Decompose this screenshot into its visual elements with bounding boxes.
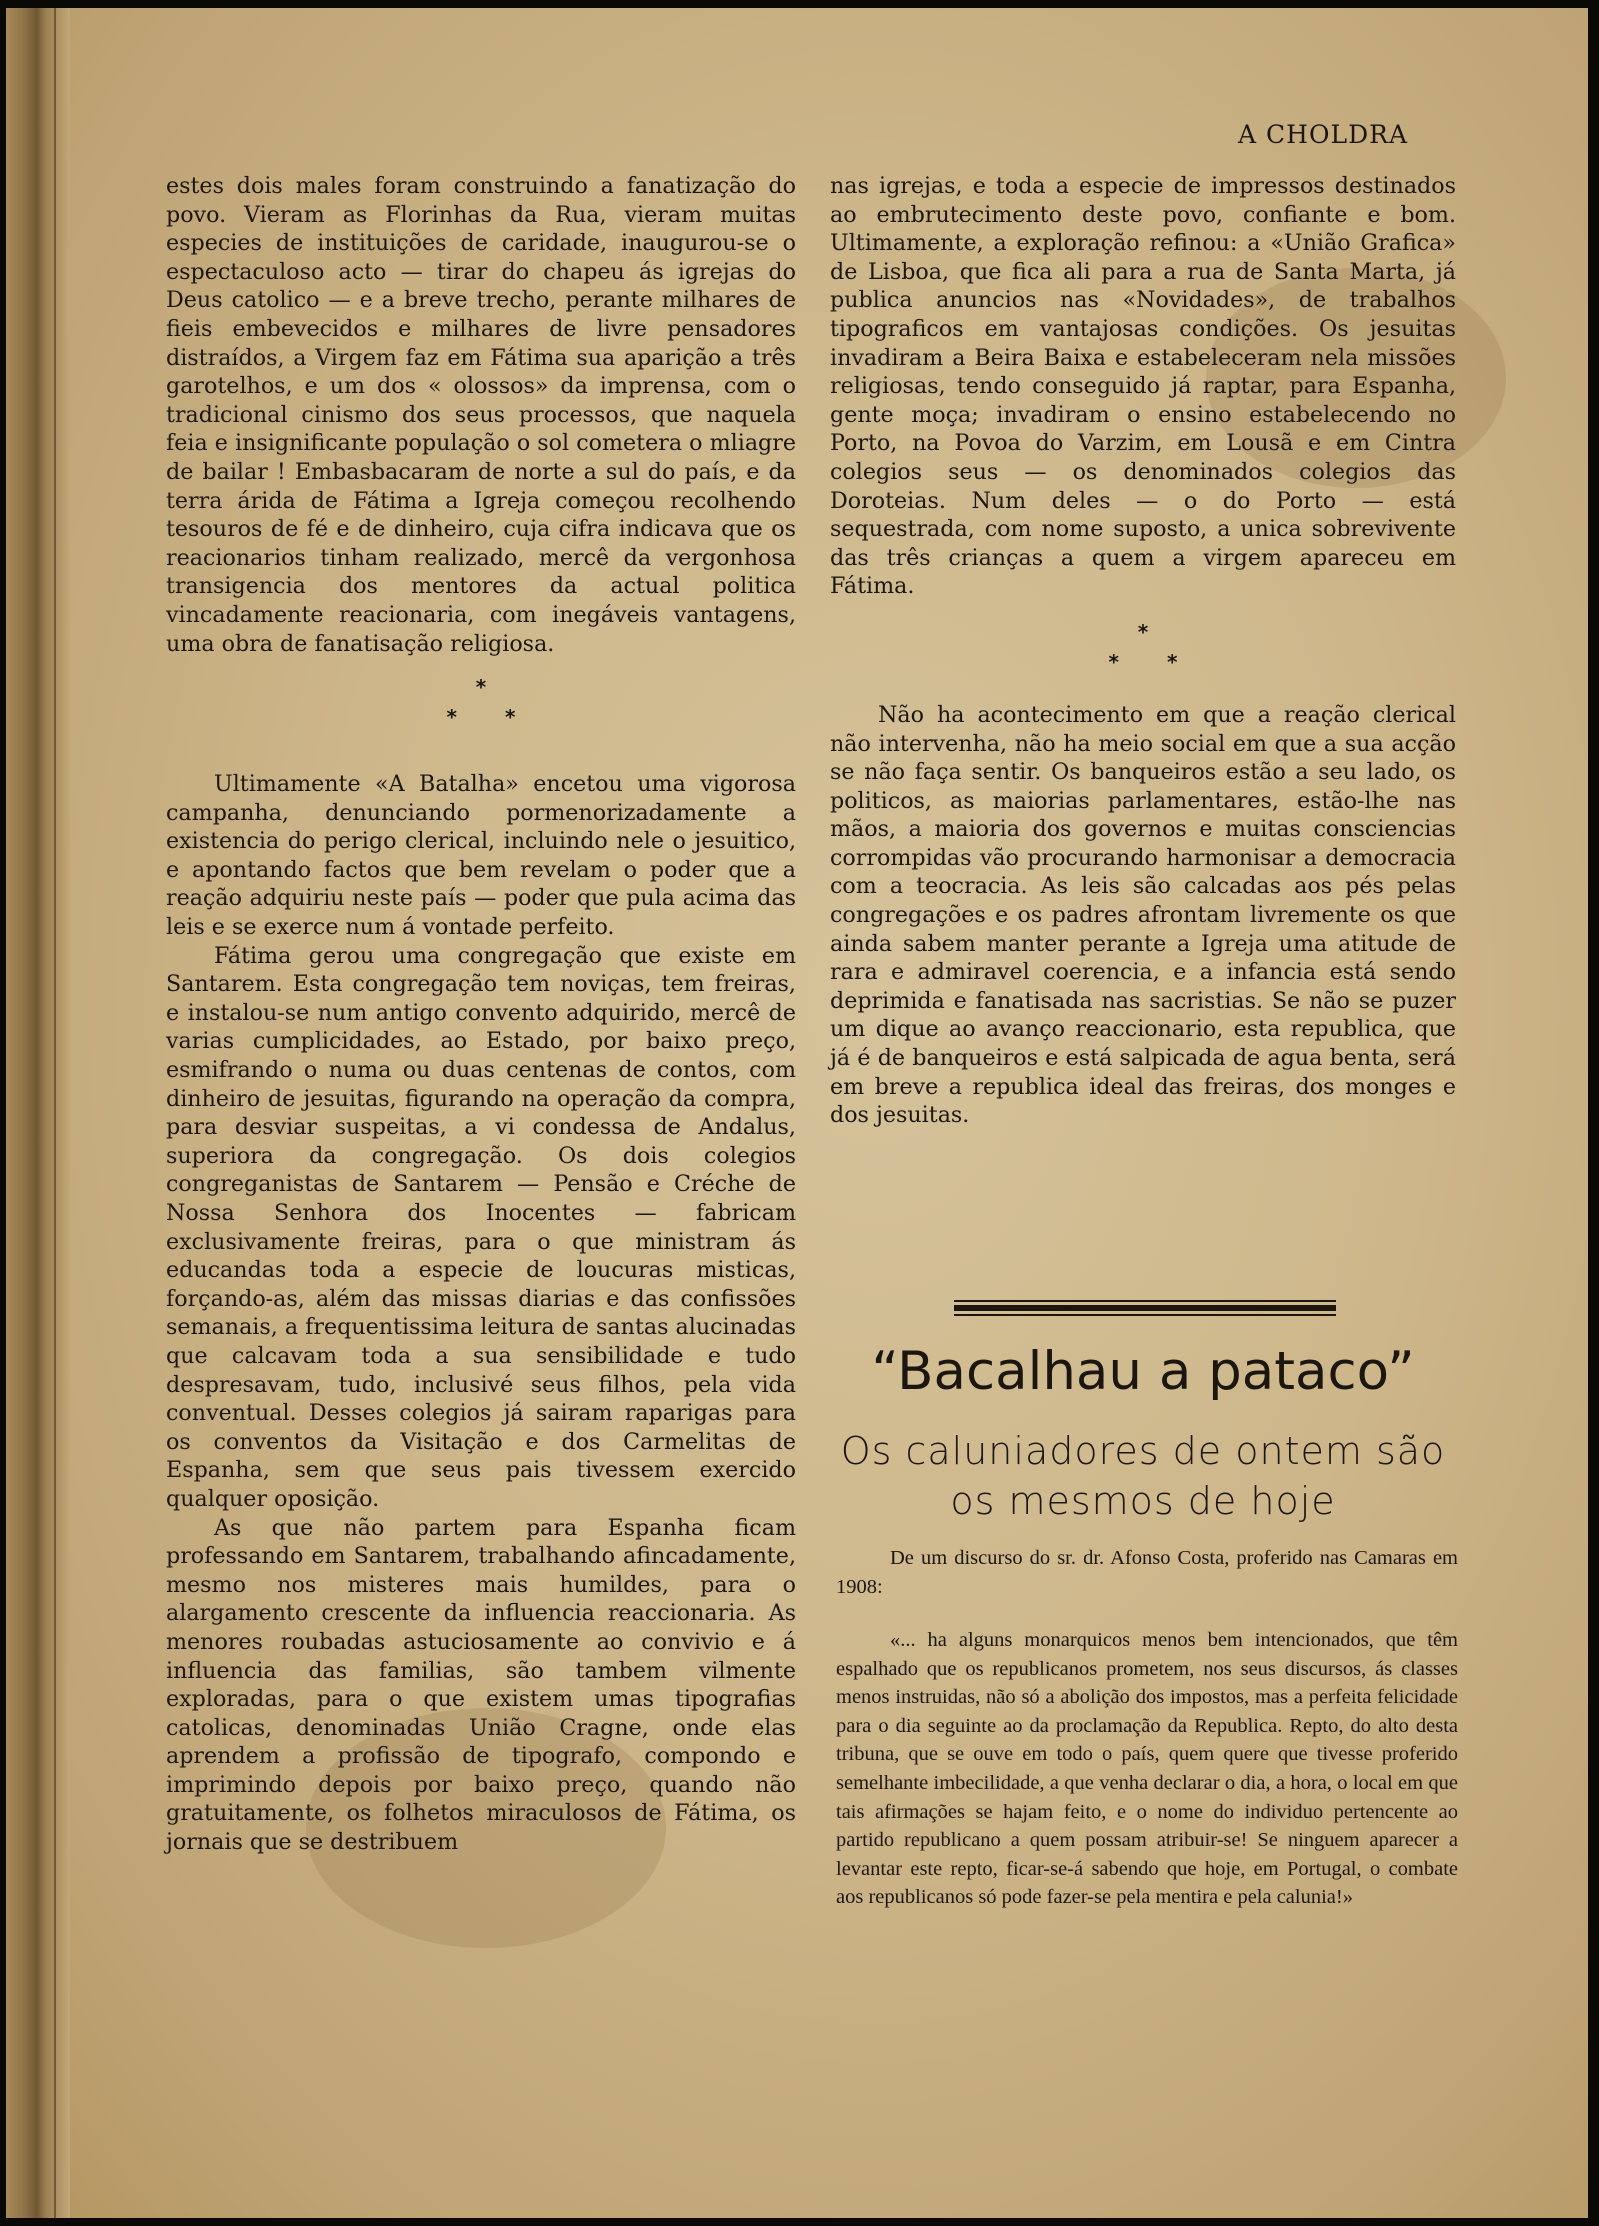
running-head: A CHOLDRA (1238, 120, 1408, 149)
section-separator: * ** (446, 675, 564, 730)
article-subtitle: Os caluniadores de ontem são os mesmos de hoje (840, 1429, 1446, 1523)
article-title: “Bacalhau a pataco” (871, 1341, 1415, 1402)
page-fold-shadow (6, 8, 70, 2218)
paragraph: Fátima gerou uma congregação que existe em Santarem. Esta congregação tem noviças, tem freiras, e instalou-se num antigo convento adquirido, mercê de varias cumplicidades, ao Estado, por baixo preço, esmifrando o numa ou duas centenas de contos, com dinheiro de jesuitas, figurando na operação da compra, para desviar suspeitas, a vi condessa de Andalus, superiora da congregação. Os dois colegios congreganistas de Santarem — Pensão e Créche de Nossa Senhora dos Inocentes — fabricam exclusivamente freiras, para o que ministram ás educandas toda a especie de loucuras misticas, forçando-as, além das missas diarias e das confissões semanais, a frequentissima leitura de santas alucinadas que calcavam toda a sua sensibilidade e tudo despresavam, tudo, inclusivé seus filhos, pela vida conventual. Desses colegios já sairam raparigas para os conventos da Visitação e dos Carmelitas de Espanha, sem que seus pais tivessem exercido qualquer oposição. (166, 942, 796, 1512)
article-intro: De um discurso do sr. dr. Afonso Costa, proferido nas Camaras em 1908: (836, 1547, 1458, 1598)
paragraph: nas igrejas, e toda a especie de impressos destinados ao embrutecimento deste povo, confiante e bom. Ultimamente, a exploração refinou: a «União Grafica» de Lisboa, que fica ali para a rua de Santa Marta, já publica anuncios nas «Novidades», de trabalhos tipograficos em vantajosas condições. Os jesuitas invadiram a Beira Baixa e estabeleceram nela missões religiosas, tendo conseguido já raptar, para Espanha, gente moça; invadiram o ensino estabelecendo no Porto, na Povoa do Varzim, em Lousã e em Cintra colegios seus — os denominados colegios das Doroteias. Num deles — o do Porto — está sequestrada, com nome suposto, a unica sobrevivente das três crianças a quem a virgem apareceu em Fátima. (830, 173, 1456, 600)
right-column (830, 172, 1456, 1130)
article-quote: «... ha alguns monarquicos menos bem intencionados, que têm espalhado que os republicanos prometem, nos seus discursos, ás classes menos instruidas, não só a abolição dos impostos, mas a perfeita felicidade para o dia seguinte ao da proclamação da Republica. Repto, do alto desta tribuna, que se ouve em todo o país, quem quere que tivesse proferido semelhante imbecilidade, a que venha declarar o dia, a hora, o local em que tais afirmações se hajam feito, e o nome do individuo pertencente ao partido republicano a quem possam atribuir-se! Se ninguem aparecer a levantar este repto, ficar-se-á sabendo que hoje, em Portugal, o combate aos republicanos só pode fazer-se pela mentira e pela calunia!» (836, 1629, 1458, 1909)
section-separator: * ** (1108, 619, 1226, 674)
paragraph: estes dois males foram construindo a fanatização do povo. Vieram as Florinhas da Rua, vieram muitas especies de instituições de caridade, inaugurou-se o espectaculoso acto — tirar do chapeu ás igrejas do Deus catolico — e a breve trecho, perante milhares de fieis embevecidos e milhares de livre pensadores distraídos, a Virgem faz em Fátima sua aparição a três garotelhos, e um dos « olossos» da imprensa, com o tradicional cinismo dos seus processos, que naquela feia e insignificante população o sol cometera o mliagre de bailar ! Embasbacaram de norte a sul do país, e da terra árida de Fátima a Igreja começou recolhendo tesouros de fé e de dinheiro, cuja cifra indicava que os reacionarios tinham realizado, mercê da vergonhosa transigencia dos mentores da actual politica vincadamente reacionaria, com inegáveis vantagens, uma obra de fanatisação religiosa. (166, 173, 796, 657)
heading-rule (954, 1300, 1336, 1316)
paragraph: Ultimamente «A Batalha» encetou uma vigorosa campanha, denunciando pormenorizadamente a existencia do perigo clerical, incluindo nele o jesuitico, e apontando factos que bem revelam o poder que a reação adquiriu neste país — poder que pula acima das leis e se exerce num á vontade perfeito. (166, 771, 796, 941)
paragraph: Não ha acontecimento em que a reação clerical não intervenha, não ha meio social em que a sua acção se não faça sentir. Os banqueiros estão a seu lado, os politicos, as maiorias parlamentares, estão-lhe nas mãos, a maioria dos governos e muitas consciencias corrompidas vão procurando harmonisar a democracia com a teocracia. As leis são calcadas aos pés pelas congregações e os padres afrontam livremente os que ainda sabem manter perante a Igreja uma atitude de rara e admiravel coerencia, e a infancia está sendo deprimida e fanatisada nas sacristias. Se não se puzer um dique ao avanço reaccionario, esta republica, que já é de banqueiros e está salpicada de agua benta, será em breve a republica ideal das freiras, dos monges e dos jesuitas. (830, 701, 1456, 1129)
left-column (166, 172, 796, 1857)
newspaper-page (6, 8, 1588, 2218)
page-fold-line (54, 8, 56, 2218)
paragraph: As que não partem para Espanha ficam professando em Santarem, trabalhando afincadamente, mesmo nos misteres mais humildes, para o alargamento crescente da influencia reaccionaria. As menores roubadas astuciosamente ao convivio e á influencia das familias, são tambem vilmente exploradas, para o que existem umas tipografias catolicas, denominadas União Cragne, onde elas aprendem a profissão de tipografo, compondo e imprimindo depois por baixo preço, quando não gratuitamente, os folhetos miraculosos de Fátima, os jornais que se destribuem (166, 1514, 796, 1856)
